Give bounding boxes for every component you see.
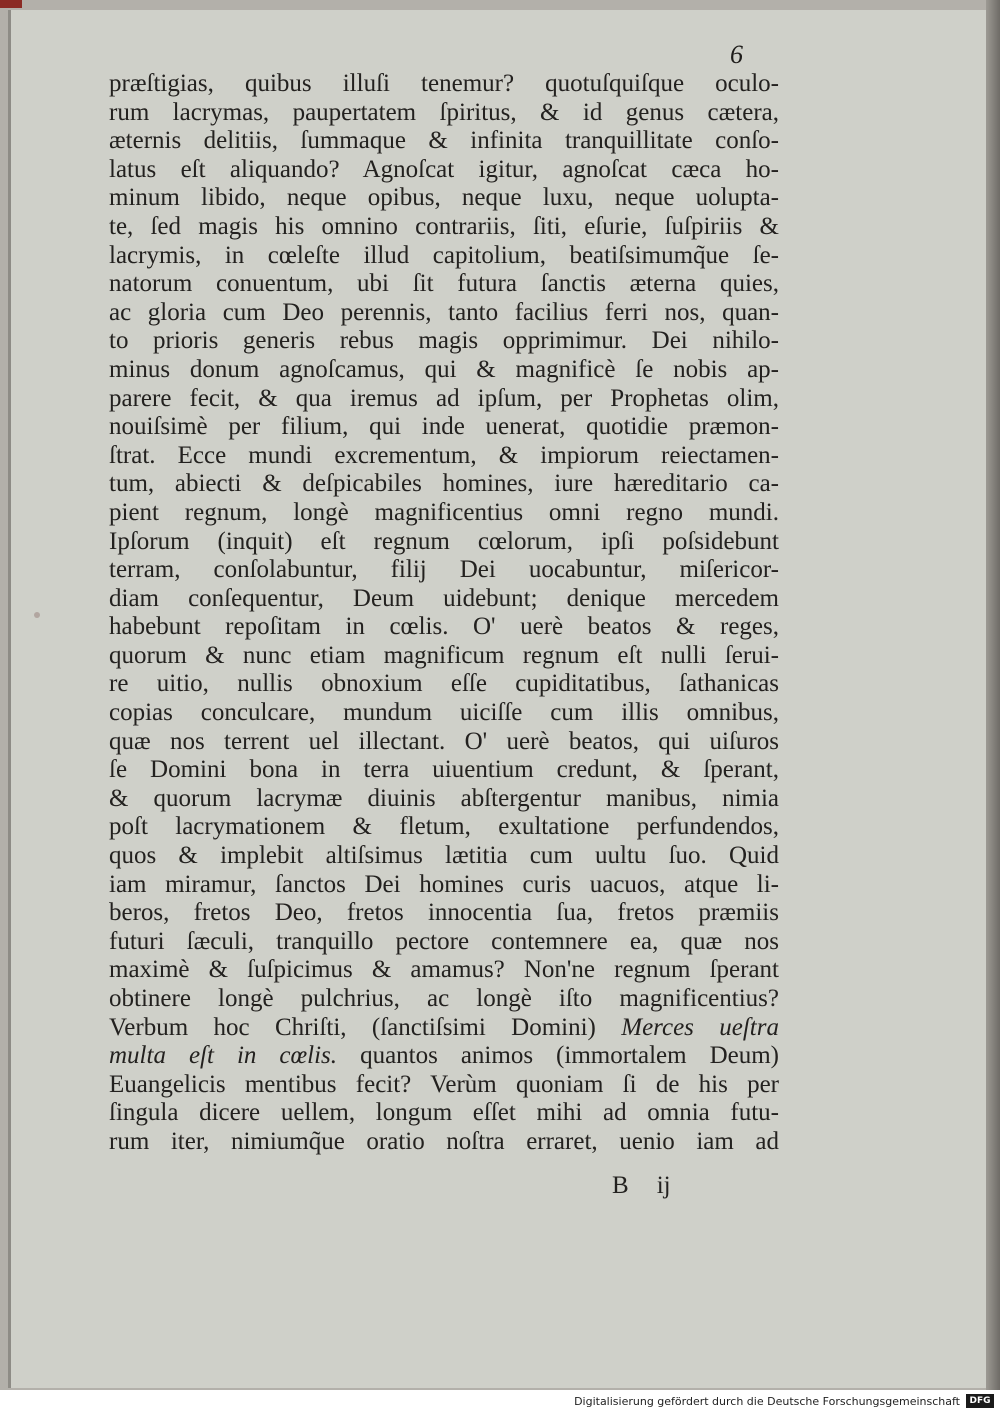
text-line: iam miramur, ſanctos Dei homines curis uacuos, atque li- (109, 870, 779, 898)
text-line: habebunt repoſitam in cœlis. O' uerè beatos & reges, (109, 613, 779, 641)
text-line: æternis delitiis, ſummaque & infinita tranquillitate conſo- (109, 127, 779, 155)
text-line: præſtigias, quibus illuſi tenemur? quotuſquiſque oculo- (109, 70, 779, 97)
italic-quotation: Merces ueſtra (621, 1013, 779, 1041)
roman-text: quantos animos (immortalem Deum) (360, 1042, 780, 1070)
text-line: parere fecit, & qua iremus ad ipſum, per Prophetas olim, (109, 384, 779, 412)
text-line: to prioris generis rebus magis opprimimur. Dei nihilo- (109, 327, 779, 355)
text-line: ac gloria cum Deo perennis, tanto facilius ferri nos, quan- (109, 298, 779, 326)
text-line: Euangelicis mentibus fecit? Verùm quoniam ſi de his per (109, 1070, 779, 1098)
text-line: latus eſt aliquando? Agnoſcat igitur, agnoſcat cæca ho- (109, 155, 779, 183)
text-line: lacrymis, in cœleſte illud capitolium, beatiſsimumq̃ue ſe- (109, 241, 779, 269)
text-line: rum iter, nimiumq̃ue oratio noſtra erraret, uenio iam ad (109, 1127, 779, 1155)
text-line: obtinere longè pulchrius, ac longè iſto magnificentius? (109, 985, 779, 1012)
text-line: ſtrat. Ecce mundi excrementum, & impiorum reiectamen- (109, 441, 779, 469)
text-line: beros, fretos Deo, fretos innocentia ſua, fretos præmiis (109, 899, 779, 927)
text-line: te, ſed magis his omnino contrariis, ſiti, eſurie, ſuſpiriis & (109, 212, 779, 240)
text-line: terram, conſolabuntur, filij Dei uocabuntur, miſericor- (109, 556, 779, 584)
text-line: minus donum agnoſcamus, qui & magnificè ſe nobis ap- (109, 355, 779, 383)
ink-smudge (34, 612, 40, 618)
body-text (109, 70, 779, 1157)
color-marker (0, 0, 22, 8)
signature-letter: B (612, 1172, 629, 1199)
text-line: quos & implebit altiſsimus lætitia cum uultu ſuo. Quid (109, 842, 779, 870)
italic-quotation: multa eſt in cœlis. (109, 1042, 338, 1070)
text-line: Ipſorum (inquit) eſt regnum cœlorum, ipſi poſsidebunt (109, 527, 779, 555)
text-line: rum lacrymas, paupertatem ſpiritus, & id genus cætera, (109, 98, 779, 126)
text-line: quæ nos terrent uel illectant. O' uerè beatos, qui uiſuros (109, 727, 779, 755)
text-line: quorum & nunc etiam magnificum regnum eſt nulli ſerui- (109, 641, 779, 669)
text-line: maximè & ſuſpicimus & amamus? Non'ne regnum ſperant (109, 956, 779, 984)
dfg-logo: DFG (966, 1394, 994, 1408)
text-line: futuri ſæculi, tranquillo pectore contemnere ea, quæ nos (109, 927, 779, 955)
page-edge-shadow (986, 0, 1000, 1390)
footer-bar (0, 1390, 1000, 1414)
roman-text: Verbum hoc Chriſti, (ſanctiſsimi Domini) (109, 1013, 596, 1041)
text-line: diam conſequentur, Deum uidebunt; denique mercedem (109, 584, 779, 612)
text-line-mixed (109, 1042, 779, 1071)
text-line: & quorum lacrymæ diuinis abſtergentur manibus, nimia (109, 784, 779, 812)
text-line: nouiſsimè per filium, qui inde uenerat, quotidie præmon- (109, 413, 779, 441)
text-line: ſingula dicere uellem, longum eſſet mihi ad omnia futu- (109, 1099, 779, 1127)
signature-mark (612, 1172, 699, 1200)
text-line: copias conculcare, mundum uiciſſe cum illis omnibus, (109, 699, 779, 727)
text-line: ſe Domini bona in terra uiuentium credunt, & ſperant, (109, 756, 779, 784)
page-number: 6 (730, 40, 743, 69)
text-line: re uitio, nullis obnoxium eſſe cupiditatibus, ſathanicas (109, 670, 779, 698)
text-line: poſt lacrymationem & fletum, exultatione perfundendos, (109, 813, 779, 841)
text-line: tum, abiecti & deſpicabiles homines, iure hæreditario ca- (109, 470, 779, 498)
text-line-mixed (109, 1014, 779, 1043)
text-line: natorum conuentum, ubi ſit futura ſanctis æterna quies, (109, 270, 779, 298)
text-line: minum libido, neque opibus, neque luxu, neque uolupta- (109, 184, 779, 212)
text-line: pient regnum, longè magnificentius omni regno mundi. (109, 498, 779, 526)
funding-notice: Digitalisierung gefördert durch die Deutsche Forschungsgemeinschaft (574, 1395, 960, 1408)
signature-number: ij (656, 1172, 671, 1199)
